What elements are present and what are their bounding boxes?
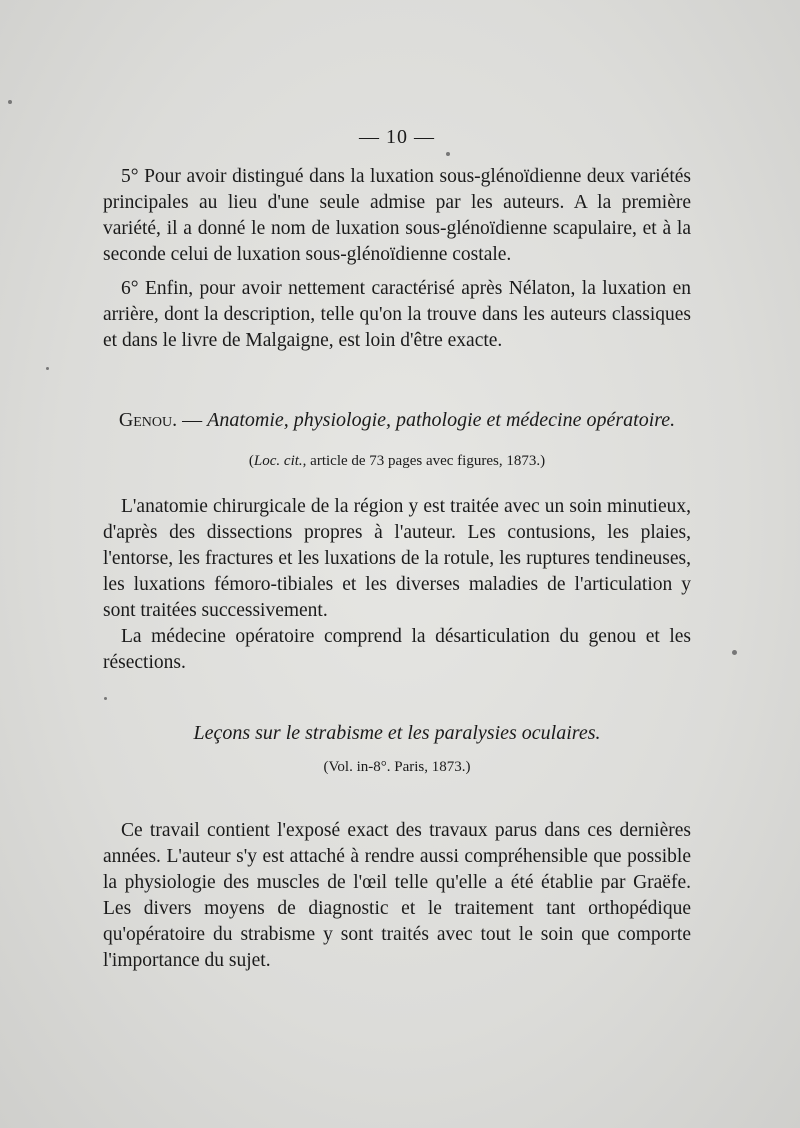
page-number: — 10 — [359, 126, 435, 148]
page-speck [8, 100, 12, 104]
strabisme-paragraph: Ce travail contient l'exposé exact des travaux parus dans ces dernières années. L'auteur s'y est attaché à rendre aussi compréhensible que possible la physiologie des muscles de l'œil telle qu'elle a été établie par Graëfe. Les divers moyens de diagnostic et le traitement tant orthopédique qu'opératoire du strabisme y sont traités avec tout le soin que comporte l'importance du sujet. [103, 820, 691, 971]
heading-genou-subtitle: Anatomie, physiologie, pathologie et médecine opératoire. [207, 409, 676, 431]
section-reference-genou [103, 448, 691, 474]
section-reference-strabisme: (Vol. in-8°. Paris, 1873.) [323, 759, 471, 775]
ref-loc-cit: Loc. cit. [253, 453, 303, 469]
heading-dash: — [177, 409, 208, 431]
genou-paragraph-1: L'anatomie chirurgicale de la région y est traitée avec un soin minutieux, d'après des dissections propres à l'auteur. Les contusions, les plaies, l'entorse, les fractures et les luxations de la rotule, les ruptures tendineuses, les luxations fémoro-tibiales et les diverses maladies de l'articulation y sont traitées successivement. [103, 496, 691, 621]
ref-open: ( [248, 453, 254, 469]
section-heading-genou [103, 406, 691, 434]
section-heading-strabisme: Leçons sur le strabisme et les paralysies oculaires. [193, 722, 601, 744]
item-6-paragraph: 6° Enfin, pour avoir nettement caractérisé après Nélaton, la luxation en arrière, dont la description, telle qu'on la trouve dans les auteurs classiques et dans le livre de Malgaigne, est loin d'être exacte. [103, 278, 691, 351]
heading-genou-label: Genou. [118, 409, 178, 431]
text-column [103, 124, 691, 974]
page-speck [46, 367, 49, 370]
item-5-paragraph: 5° Pour avoir distingué dans la luxation sous-glénoïdienne deux variétés principales au lieu d'une seule admise par les auteurs. A la première variété, il a donné le nom de luxation sous-glénoïdienne scapulaire, et à la seconde celui de luxation sous-glénoïdienne costale. [103, 166, 691, 265]
ref-details: , article de 73 pages avec figures, 1873.) [302, 453, 546, 469]
page-speck [732, 650, 737, 655]
genou-paragraph-2: La médecine opératoire comprend la désarticulation du genou et les résections. [103, 626, 691, 673]
